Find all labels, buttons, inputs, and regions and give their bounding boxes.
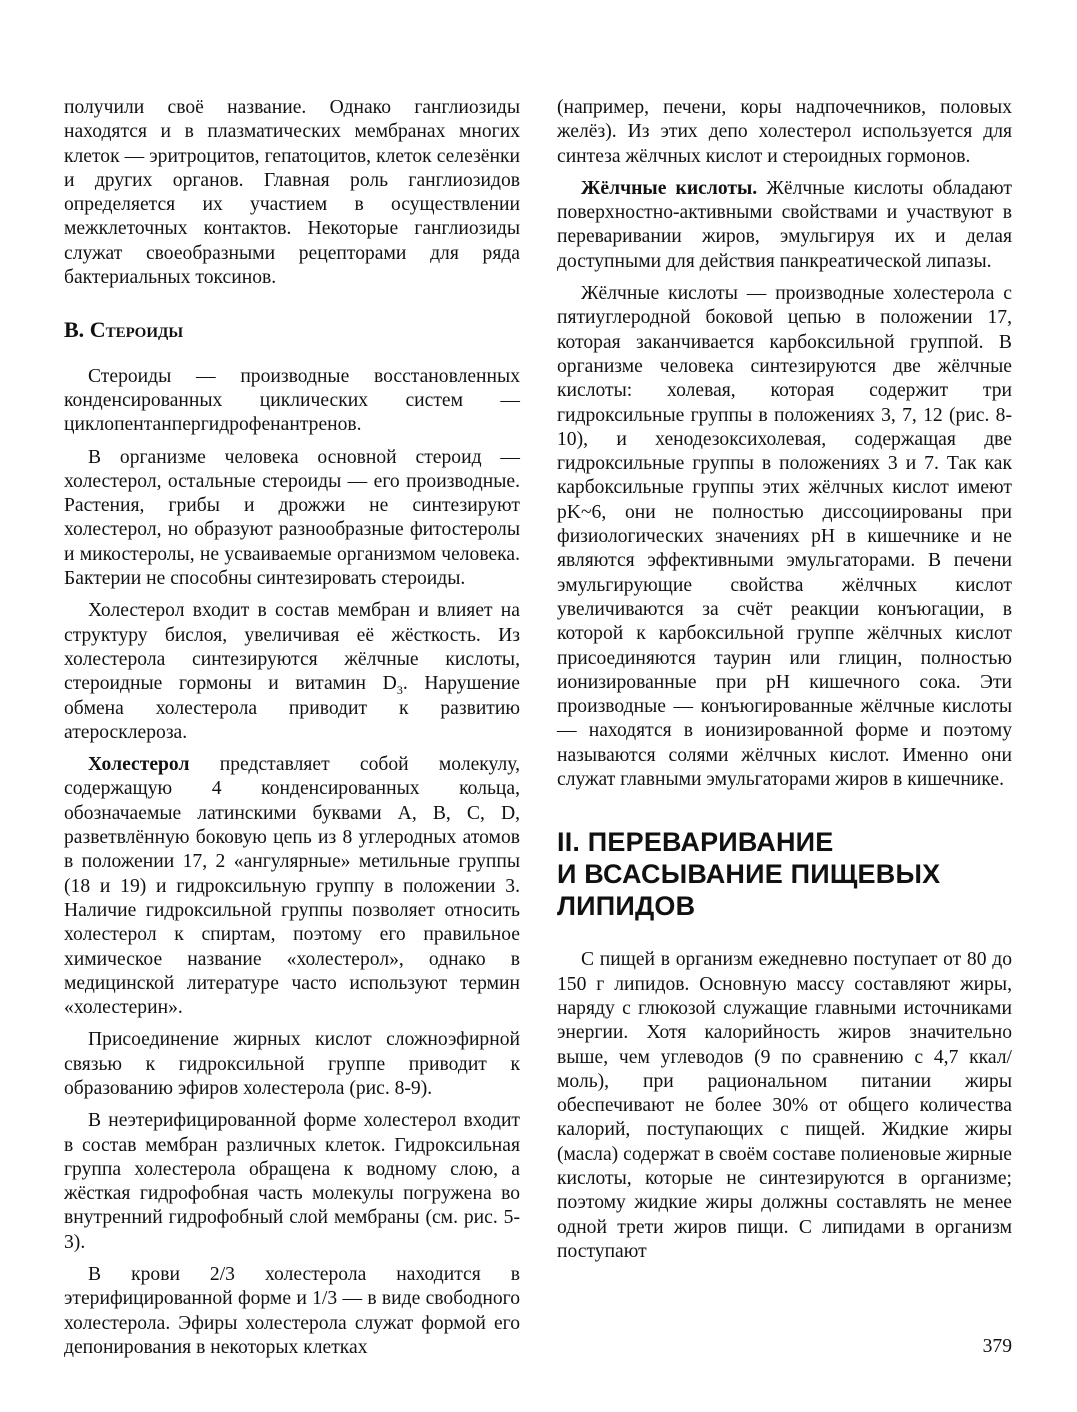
- chapter-heading-line: ЛИПИДОВ: [557, 891, 696, 922]
- paragraph-bile-acids-intro: [557, 177, 1012, 274]
- paragraph-cholesterol-esters: Присоединение жирных кислот сложноэфирной связью к гидроксильной группе приводит к образованию эфиров холестерола (рис. 8-9).: [64, 1029, 520, 1099]
- left-column: [64, 96, 520, 1368]
- paragraph-gangliosides-end: получили своё название. Однако ганглиозиды находятся и в плазматических мембранах многих клеток — эритроцитов, гепатоцитов, клеток селезёнки и других органов. Главная роль ганглиозидов определяется их участием в осуществлении межклеточных контактов. Некоторые ганглиозиды служат своеобразными рецепторами для ряда бактериальных токсинов.: [64, 97, 520, 289]
- text-part: . Нарушение обмена холестерола приводит к развитию атеросклероза.: [64, 673, 520, 743]
- section-title: Стероиды: [89, 317, 184, 343]
- right-column: [557, 96, 1012, 1272]
- paragraph-bile-acids-detail: Жёлчные кислоты — производные холестерола с пятиуглеродной боковой цепью в положении 17, которая заканчивается карбоксильной группой. В организме человека синтезируются две жёлчные кислоты: холевая, которая содержит три гидроксильные группы в положениях 3, 7, 12 (рис. 8-10), и хенодезоксихолевая, содержащая две гидроксильные группы в положениях 3 и 7. Так как карбоксильные группы этих жёлчных кислот имеют pK~6, они не полностью диссоциированы при физиологических значениях pH в кишечнике и не являются эффективными эмульгаторами. В печени эмульгирующие свойства жёлчных кислот увеличиваются за счёт реакции конъюгации, в которой к карбоксильной группе жёлчных кислот присоединяются таурин или глицин, полностью ионизированные при pH кишечного сока. Эти производные — конъюгированные жёлчные кислоты — находятся в ионизированной форме и поэтому называются солями жёлчных кислот. Именно они служат главными эмульгаторами жиров в кишечнике.: [557, 283, 1012, 791]
- page-number: 379: [982, 1336, 1012, 1357]
- paragraph-cholesterol-structure: [64, 753, 520, 1020]
- section-heading-steroids: [64, 318, 520, 342]
- paragraph-blood-cholesterol: В крови 2/3 холестерола находится в этерифицированной форме и 1/3 — в виде свободного холестерола. Эфиры холестерола служат формой его депонирования в некоторых клетках: [64, 1264, 520, 1358]
- text-part: Жёлчные кислоты обладают поверхностно-активными свойствами и участвуют в переваривании жиров, эмульгируя их и делая доступными для действия панкреатической липазы.: [557, 177, 1012, 272]
- text-part: Холестерол входит в состав мембран и влияет на структуру бислоя, увеличивая её жёсткость. Из холестерола синтезируются жёлчные кислоты, стероидные гормоны и витамин D: [64, 600, 520, 695]
- chapter-heading-digestion: [557, 826, 1012, 922]
- chapter-heading-line: И ВСАСЫВАНИЕ ПИЩЕВЫХ: [557, 859, 941, 890]
- text-part: представляет собой молекулу, содержащую 4 конденсированных кольца, обозначаемые латинскими буквами A, B, C, D, разветвлённую боковую цепь из 8 углеродных атомов в положении 17, 2 «ангулярные» метильные группы (18 и 19) и гидроксильную группу в положении 3. Наличие гидроксильной группы позволяет относить холестерол к спиртам, поэтому его правильное химическое название «холестерол», однако в медицинской литературе часто используют термин «холестерин».: [64, 754, 520, 1019]
- subscript: 3: [396, 683, 403, 698]
- bold-term: Жёлчные кислоты.: [581, 177, 758, 199]
- chapter-heading-line: II. ПЕРЕВАРИВАНИЕ: [557, 827, 834, 858]
- paragraph-dietary-lipids: С пищей в организм ежедневно поступает от 80 до 150 г липидов. Основную массу составляют жиры, наряду с глюкозой служащие главными источниками энергии. Хотя калорийность жиров значительно выше, чем углеводов (9 по сравнению с 4,7 ккал/моль), при рациональном питании жиры обеспечивают не более 30% от общего количества калорий, поступающих с пищей. Жидкие жиры (масла) содержат в своём составе полиеновые жирные кислоты, которые не синтезируются в организме; поэтому жидкие жиры должны составлять не менее одной трети жиров пищи. С липидами в организм поступают: [557, 949, 1012, 1262]
- paragraph-main-steroid: В организме человека основной стероид — холестерол, остальные стероиды — его производные. Растения, грибы и дрожжи не синтезируют холестерол, но образуют разнообразные фитостеролы и микостеролы, не усваиваемые организмом человека. Бактерии не способны синтезировать стероиды.: [64, 446, 520, 590]
- section-letter: В.: [64, 317, 90, 343]
- paragraph-steroids-definition: Стероиды — производные восстановленных конденсированных циклических систем — циклопентанпергидрофенантренов.: [64, 365, 520, 436]
- paragraph-non-esterified: В неэтерифицированной форме холестерол входит в состав мембран различных клеток. Гидроксильная группа холестерола обращена к водному слою, а жёсткая гидрофобная часть молекулы погружена во внутренний гидрофобный слой мембраны (см. рис. 5-3).: [64, 1110, 520, 1253]
- bold-term: Холестерол: [88, 754, 190, 776]
- paragraph-continuation: (например, печени, коры надпочечников, половых желёз). Из этих депо холестерол используется для синтеза жёлчных кислот и стероидных гормонов.: [557, 97, 1012, 167]
- paragraph-cholesterol-membranes: [64, 599, 520, 745]
